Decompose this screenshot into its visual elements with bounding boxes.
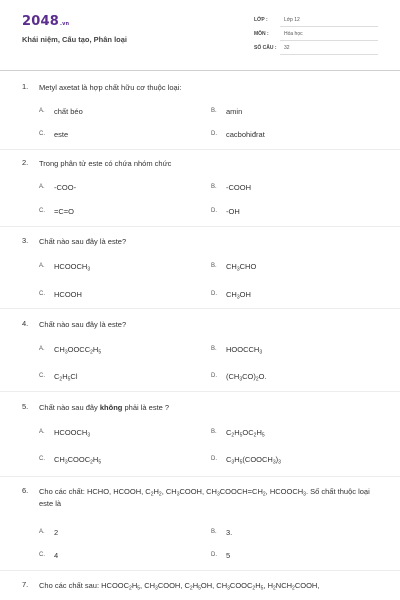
question-text: Chất nào sau đây không phải là este ?: [39, 403, 170, 412]
meta-subject-label: MÔN :: [254, 31, 269, 37]
site-logo[interactable]: 2048.vn: [22, 14, 70, 29]
question-separator: [0, 391, 400, 392]
question-number: 4.: [22, 319, 29, 328]
question-number: 3.: [22, 236, 29, 245]
meta-count-value: 32: [284, 45, 290, 51]
question-text: Cho các chất: HCHO, HCOOH, $C_2H_2$, $CH_3COOH$, $CH_3COOCH=CH_2$, $HCOOCH_3$. Số chất thuộc loại este là: [39, 487, 370, 508]
question-text: Metyl axetat là hợp chất hữu cơ thuộc loại:: [39, 83, 182, 92]
question-separator: [0, 226, 400, 227]
meta-subject-value: Hóa học: [284, 31, 303, 37]
question-text: Cho các chất sau: $HCOOC_2H_5$, $CH_3COOH$, $C_2H_5OH$, $CH_3COOC_2H_5$, $H_2NCH_2COOH$,: [39, 581, 320, 592]
meta-grade-value: Lớp 12: [284, 17, 300, 23]
header-divider: [0, 70, 400, 71]
question-6: [22, 486, 378, 512]
question-separator: [0, 476, 400, 477]
emphasis-not: không: [99, 403, 123, 412]
meta-grade-label: LỚP :: [254, 17, 268, 23]
page-header: [0, 0, 400, 68]
question-number: 2.: [22, 158, 29, 167]
page-subtitle: Khái niệm, Cấu tạo, Phân loại: [22, 35, 128, 44]
question-text: Chất nào sau đây là este?: [39, 320, 127, 329]
question-separator: [0, 570, 400, 571]
meta-count: [254, 45, 378, 55]
meta-subject: [254, 31, 378, 41]
question-text: Trong phân tử este có chứa nhóm chức: [39, 159, 172, 168]
question-number: 7.: [22, 580, 29, 589]
question-separator: [0, 308, 400, 309]
question-number: 5.: [22, 402, 29, 411]
meta-grade: [254, 17, 378, 27]
question-number: 1.: [22, 82, 29, 91]
question-number: 6.: [22, 486, 29, 495]
question-separator: [0, 149, 400, 150]
question-text: Chất nào sau đây là este?: [39, 237, 127, 246]
meta-count-label: SỐ CÂU :: [254, 45, 277, 51]
